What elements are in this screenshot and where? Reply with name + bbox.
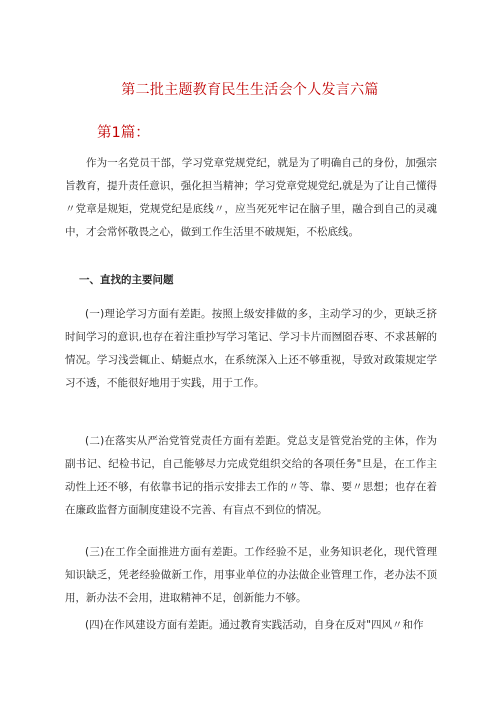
- intro-paragraph: 作为一名党员干部，学习党章党规党纪，就是为了明确自己的身份，加强宗旨教育，提升责任意识，强化担当精神；学习党章党规党纪,就是为了让自己懂得〃党章是规矩，党规党纪是底线〃，应当死死牢记在脑子里，融合到自己的灵魂中，才会常怀敬畏之心，做到工作生活里不破规矩，不松底线。: [65, 157, 437, 238]
- section-heading: 一、直找的主要问题: [79, 274, 174, 286]
- document-title: 第二批主题教育民生生活会个人发言六篇: [121, 82, 379, 98]
- paragraph-work-style: (四)在作风建设方面有差距。通过教育实践活动，自身在反对"四风〃和作: [85, 619, 424, 631]
- paragraph-party-governance: (二)在落实从严治党管党责任方面有差距。党总支是管党治党的主体，作为副书记、纪检书记，自己能够尽力完成党组织交给的各项任务"旦是，在工作主动性上还不够，有依靠书记的指示安排去工作的〃等、靠、要〃思想；也存在着在廉政监督方面制度建设不完善、有盲点不到位的情况。: [65, 435, 437, 516]
- paragraph-theory-study: (一)理论学习方面有差距。按照上级安排做的多，主动学习的少，更缺乏挤时间学习的意识,也存在着注重抄写学习笔记、学习卡片而囫囵吞枣、不求甚解的情况。学习浅尝辄止、蜻蜓点水，在系统深入上还不够重视，导致对政策规定学习不透，不能很好地用于实践，用于工作。: [65, 308, 437, 389]
- paragraph-work-progress: (三)在工作全面推进方面有差距。工作经验不足，业务知识老化，现代管理知识缺乏，凭老经验做新工作，用事业单位的办法做企业管理工作，老办法不顶用，新办法不会用，进取精神不足，创新能力不够。: [65, 546, 437, 604]
- section-label: 第1篇：: [97, 125, 150, 141]
